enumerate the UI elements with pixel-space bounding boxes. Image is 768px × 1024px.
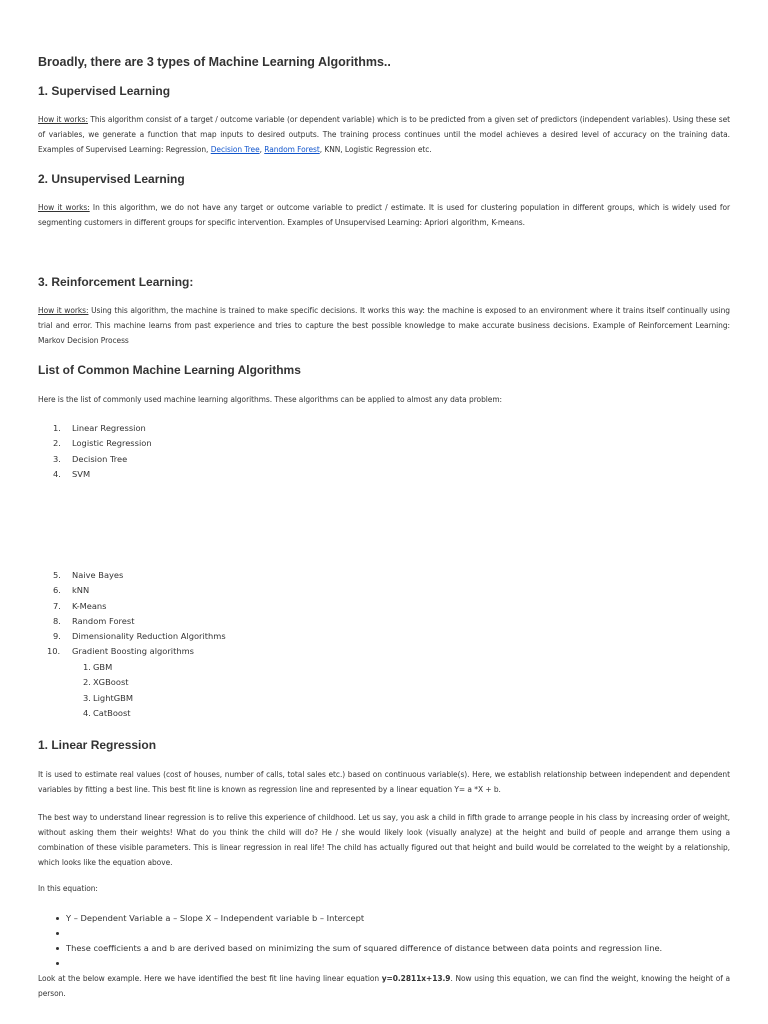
- list-item: 4. CatBoost: [83, 707, 131, 718]
- list-item: Y – Dependent Variable a – Slope X – Independent variable b – Intercept: [38, 911, 730, 926]
- gradient-boosting-sublist: [38, 660, 730, 721]
- regression-equation: y=0.2811x+13.9: [381, 973, 451, 983]
- list-item: 1. GBM: [83, 662, 113, 672]
- equation-bullets: [38, 911, 730, 964]
- heading-common-algorithms: List of Common Machine Learning Algorithms: [38, 363, 301, 377]
- heading-supervised: 1. Supervised Learning: [38, 84, 171, 98]
- page-title: Broadly, there are 3 types of Machine Learning Algorithms..: [38, 55, 391, 69]
- list-item: These coefficients a and b are derived based on minimizing the sum of squared difference of distance between data points and regression line.: [38, 941, 730, 956]
- heading-unsupervised: 2. Unsupervised Learning: [38, 172, 185, 186]
- decision-tree-link[interactable]: Decision Tree: [210, 144, 260, 154]
- how-it-works-label: How it works:: [38, 202, 90, 212]
- how-it-works-label: How it works:: [38, 305, 89, 315]
- linear-paragraph-4: Look at the below example. Here we have identified the best fit line having linear equation y=0.2811x+13.9. Now using this equation, we can find the weight, knowing the height of a person.: [38, 973, 730, 998]
- common-intro: Here is the list of commonly used machine learning algorithms. These algorithms can be applied to almost any data problem:: [38, 394, 503, 404]
- list-item: [38, 956, 730, 964]
- list-item: 2. XGBoost: [83, 677, 129, 688]
- random-forest-link[interactable]: Random Forest: [264, 144, 320, 154]
- list-item: 9. Dimensionality Reduction Algorithms: [53, 631, 226, 642]
- list-item: 3. Decision Tree: [53, 453, 128, 464]
- list-item: 2. Logistic Regression: [53, 438, 152, 449]
- linear-paragraph-2: The best way to understand linear regression is to relive this experience of childhood. Let us say, you ask a child in fifth grade to arrange people in his class by increasing order of weight, without asking them their weights! What do you think the child will do? He / she would likely look (visually analyze) at the height and build of people and arrange them using a combination of these visible parameters. This is linear regression in real life! The child has actually figured out that height and build would be correlated to the weight by a relationship, which looks like the equation above.: [38, 812, 730, 867]
- algorithm-list-b: [38, 568, 730, 660]
- heading-reinforcement: 3. Reinforcement Learning:: [38, 275, 194, 289]
- supervised-paragraph: How it works: This algorithm consist of a target / outcome variable (or dependent variable) which is to be predicted from a given set of predictors (independent variables). Using these set of variables, we generate a function that map inputs to desired outputs. The training process continues until the model achieves a desired level of accuracy on the training data. Examples of Supervised Learning: Regression, Decision Tree, Random Forest, KNN, Logistic Regression etc.: [38, 114, 730, 154]
- list-item: 10. Gradient Boosting algorithms: [47, 646, 195, 657]
- list-item: [38, 926, 730, 941]
- unsupervised-paragraph: How it works: In this algorithm, we do not have any target or outcome variable to predict / estimate. It is used for clustering population in different groups, which is widely used for segmenting customers in different groups for specific intervention. Examples of Unsupervised Learning: Apriori algorithm, K-means.: [38, 202, 730, 227]
- linear-paragraph-1: It is used to estimate real values (cost of houses, number of calls, total sales etc.) based on continuous variable(s). Here, we establish relationship between independent and dependent variables by fitting a best line. This best fit line is known as regression line and represented by a linear equation Y= a *X + b.: [38, 769, 730, 794]
- list-item: 5. Naive Bayes: [53, 570, 124, 580]
- reinforcement-paragraph: How it works: Using this algorithm, the machine is trained to make specific decisions. It works this way: the machine is exposed to an environment where it trains itself continually using trial and error. This machine learns from past experience and tries to capture the best possible knowledge to make accurate business decisions. Example of Reinforcement Learning: Markov Decision Process: [38, 305, 730, 345]
- list-item: 3. LightGBM: [83, 692, 133, 703]
- list-item: 4. SVM: [53, 468, 91, 479]
- linear-paragraph-3: In this equation:: [38, 883, 98, 893]
- algorithm-list-a: [38, 421, 730, 482]
- list-item: 7. K-Means: [53, 600, 107, 611]
- list-item: 6. kNN: [53, 585, 90, 596]
- list-item: 8. Random Forest: [53, 615, 135, 626]
- heading-linear-regression: 1. Linear Regression: [38, 738, 157, 752]
- list-item: 1. Linear Regression: [53, 423, 146, 433]
- how-it-works-label: How it works:: [38, 114, 88, 124]
